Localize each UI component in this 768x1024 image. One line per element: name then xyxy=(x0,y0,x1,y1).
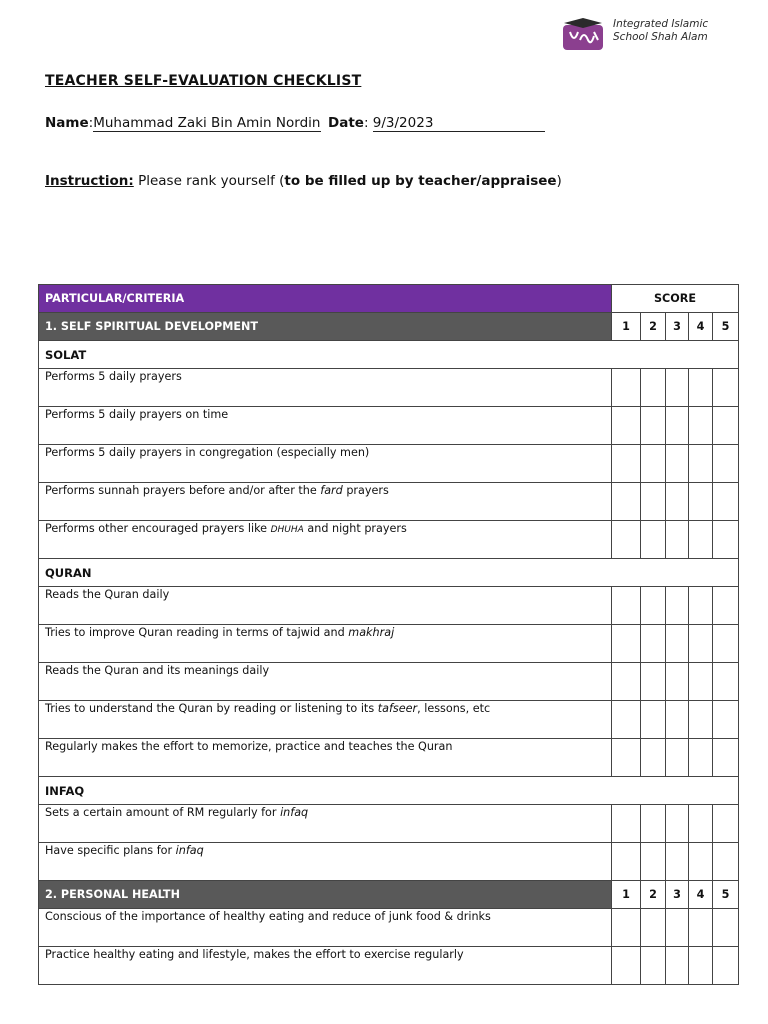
criteria-text xyxy=(39,909,612,947)
criteria-text-pre: Performs 5 daily prayers in congregation (especially men) xyxy=(45,446,370,459)
score-cell-4[interactable] xyxy=(689,947,713,985)
score-cell-4[interactable] xyxy=(689,909,713,947)
criteria-text-pre: Performs sunnah prayers before and/or after the xyxy=(45,484,321,497)
criteria-text-post: and night prayers xyxy=(303,522,407,535)
score-cell-3[interactable] xyxy=(666,407,689,445)
criteria-text xyxy=(39,445,612,483)
score-cell-5[interactable] xyxy=(713,663,739,701)
criteria-term: infaq xyxy=(280,806,309,819)
criteria-term: DHUHA xyxy=(270,525,304,535)
score-header: SCORE xyxy=(612,285,739,313)
criteria-text-pre: Reads the Quran daily xyxy=(45,588,170,601)
section-row xyxy=(39,881,739,909)
section-title: 1. SELF SPIRITUAL DEVELOPMENT xyxy=(39,313,612,341)
instruction-text-pre: Please rank yourself ( xyxy=(138,173,285,189)
score-cell-4[interactable] xyxy=(689,805,713,843)
score-column-label: 3 xyxy=(666,881,689,909)
criteria-text-pre: Reads the Quran and its meanings daily xyxy=(45,664,270,677)
score-cell-5[interactable] xyxy=(713,805,739,843)
criteria-text xyxy=(39,843,612,881)
score-cell-2[interactable] xyxy=(641,407,666,445)
score-cell-4[interactable] xyxy=(689,407,713,445)
score-cell-2[interactable] xyxy=(641,805,666,843)
criteria-text xyxy=(39,521,612,559)
criteria-row xyxy=(39,369,739,407)
score-cell-2[interactable] xyxy=(641,947,666,985)
score-cell-1[interactable] xyxy=(612,521,641,559)
criteria-text-pre: Conscious of the importance of healthy eating and reduce of junk food & drinks xyxy=(45,910,491,923)
score-cell-5[interactable] xyxy=(713,843,739,881)
score-cell-3[interactable] xyxy=(666,909,689,947)
date-value: 9/3/2023 xyxy=(373,116,545,132)
criteria-text-pre: Performs 5 daily prayers on time xyxy=(45,408,229,421)
score-cell-2[interactable] xyxy=(641,587,666,625)
score-cell-5[interactable] xyxy=(713,625,739,663)
group-title: QURAN xyxy=(39,559,739,587)
score-cell-3[interactable] xyxy=(666,625,689,663)
criteria-row xyxy=(39,407,739,445)
criteria-term: fard xyxy=(320,484,343,497)
document-title: TEACHER SELF-EVALUATION CHECKLIST xyxy=(45,73,362,89)
score-column-label: 3 xyxy=(666,313,689,341)
score-cell-1[interactable] xyxy=(612,483,641,521)
score-cell-2[interactable] xyxy=(641,843,666,881)
table-header-row xyxy=(39,285,739,313)
criteria-text xyxy=(39,947,612,985)
score-cell-4[interactable] xyxy=(689,369,713,407)
score-cell-3[interactable] xyxy=(666,701,689,739)
criteria-term: makhraj xyxy=(348,626,395,639)
score-cell-3[interactable] xyxy=(666,587,689,625)
criteria-row xyxy=(39,445,739,483)
group-row xyxy=(39,559,739,587)
score-cell-2[interactable] xyxy=(641,625,666,663)
group-row xyxy=(39,777,739,805)
criteria-text-pre: Have specific plans for xyxy=(45,844,176,857)
score-cell-4[interactable] xyxy=(689,701,713,739)
score-cell-1[interactable] xyxy=(612,587,641,625)
score-column-label: 5 xyxy=(713,881,739,909)
score-cell-3[interactable] xyxy=(666,521,689,559)
criteria-row xyxy=(39,521,739,559)
score-cell-5[interactable] xyxy=(713,407,739,445)
criteria-text-post: prayers xyxy=(342,484,389,497)
group-title: INFAQ xyxy=(39,777,739,805)
criteria-header: PARTICULAR/CRITERIA xyxy=(39,285,612,313)
score-column-label: 4 xyxy=(689,313,713,341)
score-cell-5[interactable] xyxy=(713,521,739,559)
instruction-label: Instruction: xyxy=(45,173,134,189)
name-label: Name xyxy=(45,115,89,131)
score-cell-1[interactable] xyxy=(612,947,641,985)
score-cell-5[interactable] xyxy=(713,483,739,521)
criteria-text xyxy=(39,805,612,843)
criteria-row xyxy=(39,739,739,777)
criteria-text xyxy=(39,483,612,521)
score-cell-5[interactable] xyxy=(713,587,739,625)
score-cell-4[interactable] xyxy=(689,445,713,483)
score-column-label: 1 xyxy=(612,313,641,341)
criteria-text-pre: Tries to improve Quran reading in terms of tajwid and xyxy=(45,626,349,639)
criteria-text-pre: Regularly makes the effort to memorize, practice and teaches the Quran xyxy=(45,740,453,753)
score-cell-4[interactable] xyxy=(689,663,713,701)
instruction-emphasis: to be filled up by teacher/appraisee xyxy=(284,173,557,189)
score-column-label: 2 xyxy=(641,313,666,341)
score-cell-5[interactable] xyxy=(713,947,739,985)
criteria-text xyxy=(39,407,612,445)
score-cell-4[interactable] xyxy=(689,521,713,559)
criteria-row xyxy=(39,805,739,843)
criteria-text-post: , lessons, etc xyxy=(417,702,491,715)
score-cell-2[interactable] xyxy=(641,445,666,483)
name-value-text: Muhammad Zaki Bin Amin Nordin xyxy=(93,115,321,131)
score-cell-1[interactable] xyxy=(612,805,641,843)
criteria-text xyxy=(39,369,612,407)
school-logo xyxy=(556,14,716,50)
criteria-row xyxy=(39,587,739,625)
score-cell-3[interactable] xyxy=(666,663,689,701)
score-cell-1[interactable] xyxy=(612,701,641,739)
score-cell-4[interactable] xyxy=(689,483,713,521)
criteria-row xyxy=(39,625,739,663)
score-cell-3[interactable] xyxy=(666,483,689,521)
score-cell-1[interactable] xyxy=(612,909,641,947)
section-title: 2. PERSONAL HEALTH xyxy=(39,881,612,909)
criteria-row xyxy=(39,701,739,739)
criteria-term: tafseer xyxy=(377,702,418,715)
score-cell-3[interactable] xyxy=(666,843,689,881)
score-cell-1[interactable] xyxy=(612,843,641,881)
score-cell-4[interactable] xyxy=(689,587,713,625)
score-cell-3[interactable] xyxy=(666,445,689,483)
score-cell-1[interactable] xyxy=(612,369,641,407)
criteria-row xyxy=(39,663,739,701)
criteria-text-pre: Performs other encouraged prayers like xyxy=(45,522,271,535)
criteria-text xyxy=(39,739,612,777)
criteria-text-pre: Performs 5 daily prayers xyxy=(45,370,182,383)
criteria-text xyxy=(39,587,612,625)
school-name-line1: Integrated Islamic xyxy=(613,18,709,30)
group-row xyxy=(39,341,739,369)
criteria-row xyxy=(39,947,739,985)
date-label: Date xyxy=(328,115,364,131)
score-cell-2[interactable] xyxy=(641,663,666,701)
name-line: Name:Muhammad Zaki Bin Amin Nordin xyxy=(45,115,321,131)
school-name-line2: School Shah Alam xyxy=(613,31,708,43)
date-line: Date: 9/3/2023 xyxy=(328,115,545,132)
score-cell-4[interactable] xyxy=(689,625,713,663)
score-cell-2[interactable] xyxy=(641,369,666,407)
score-cell-1[interactable] xyxy=(612,445,641,483)
score-cell-3[interactable] xyxy=(666,369,689,407)
instruction-text xyxy=(138,173,562,189)
criteria-text-pre: Tries to understand the Quran by reading or listening to its xyxy=(45,702,378,715)
score-cell-3[interactable] xyxy=(666,739,689,777)
name-value xyxy=(93,116,321,132)
group-title: SOLAT xyxy=(39,341,739,369)
checklist-table xyxy=(38,284,739,985)
score-cell-3[interactable] xyxy=(666,947,689,985)
criteria-row xyxy=(39,909,739,947)
criteria-text-pre: Sets a certain amount of RM regularly for xyxy=(45,806,281,819)
score-cell-5[interactable] xyxy=(713,369,739,407)
score-column-label: 2 xyxy=(641,881,666,909)
criteria-text xyxy=(39,701,612,739)
school-crest-icon xyxy=(560,18,606,50)
criteria-row xyxy=(39,483,739,521)
score-column-label: 4 xyxy=(689,881,713,909)
criteria-text-pre: Practice healthy eating and lifestyle, makes the effort to exercise regularly xyxy=(45,948,464,961)
score-cell-2[interactable] xyxy=(641,739,666,777)
score-cell-1[interactable] xyxy=(612,739,641,777)
school-name xyxy=(613,18,708,44)
score-cell-2[interactable] xyxy=(641,909,666,947)
score-cell-1[interactable] xyxy=(612,663,641,701)
instruction-text-post: ) xyxy=(556,173,562,189)
score-cell-2[interactable] xyxy=(641,701,666,739)
score-cell-5[interactable] xyxy=(713,445,739,483)
instruction-line xyxy=(45,173,562,189)
score-cell-2[interactable] xyxy=(641,521,666,559)
score-cell-5[interactable] xyxy=(713,701,739,739)
criteria-text xyxy=(39,663,612,701)
score-cell-4[interactable] xyxy=(689,739,713,777)
score-cell-1[interactable] xyxy=(612,625,641,663)
criteria-row xyxy=(39,843,739,881)
score-cell-3[interactable] xyxy=(666,805,689,843)
score-cell-1[interactable] xyxy=(612,407,641,445)
score-cell-2[interactable] xyxy=(641,483,666,521)
criteria-text xyxy=(39,625,612,663)
score-cell-5[interactable] xyxy=(713,909,739,947)
criteria-term: infaq xyxy=(175,844,204,857)
score-cell-5[interactable] xyxy=(713,739,739,777)
score-column-label: 1 xyxy=(612,881,641,909)
section-row xyxy=(39,313,739,341)
score-cell-4[interactable] xyxy=(689,843,713,881)
score-column-label: 5 xyxy=(713,313,739,341)
